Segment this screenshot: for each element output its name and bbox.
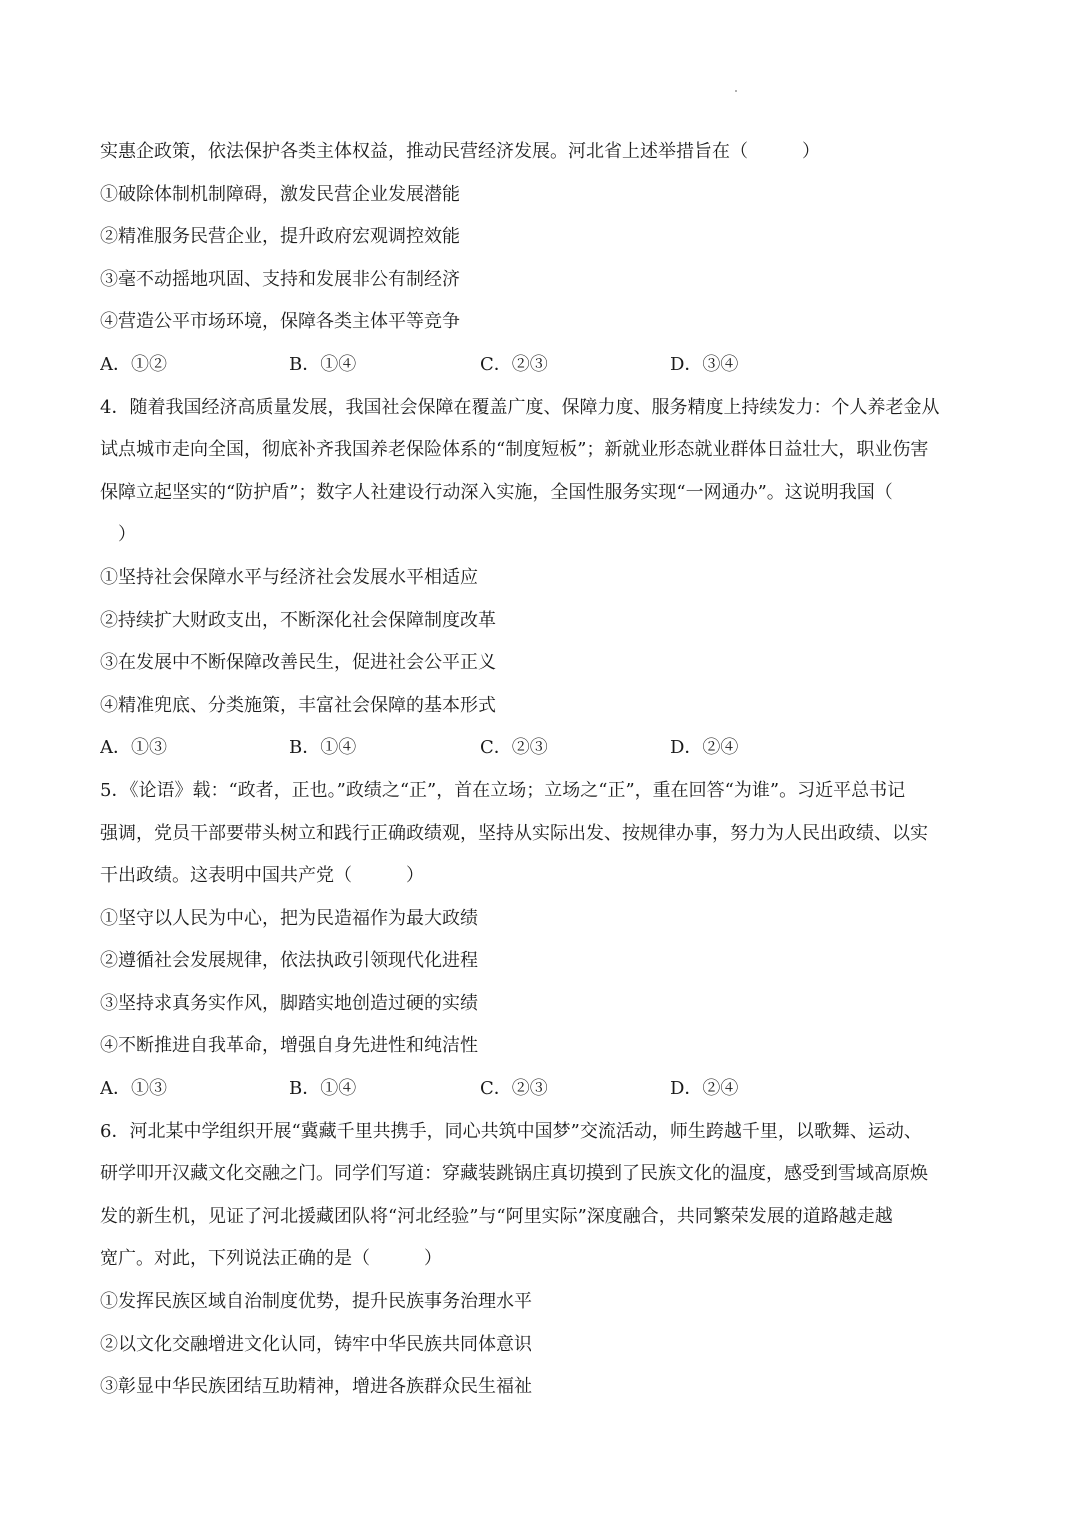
- question-6-item-2: ②以文化交融增进文化认同，铸牢中华民族共同体意识: [100, 1333, 532, 1355]
- question-4-item-2: ②持续扩大财政支出，不断深化社会保障制度改革: [100, 609, 496, 631]
- question-4-stem-line-4: ）: [118, 524, 136, 546]
- question-4-item-4: ④精准兜底、分类施策，丰富社会保障的基本形式: [100, 694, 496, 716]
- question-3-item-3: ③毫不动摇地巩固、支持和发展非公有制经济: [100, 268, 460, 290]
- question-3-stem-tail: 实惠企政策，依法保护各类主体权益，推动民营经济发展。河北省上述举措旨在（ ）: [100, 141, 820, 162]
- question-5-item-3: ③坚持求真务实作风，脚踏实地创造过硬的实绩: [100, 992, 478, 1014]
- question-5-item-1: ①坚守以人民为中心，把为民造福作为最大政绩: [100, 907, 478, 929]
- question-6-stem-line-2: 研学叩开汉藏文化交融之门。同学们写道：穿藏装跳锅庄真切摸到了民族文化的温度，感受到雪域高原焕: [100, 1163, 928, 1185]
- question-3-option-d: D．③④: [670, 353, 739, 375]
- question-5-stem-line-1: 5．《论语》载：“政者，正也。”政绩之“正”，首在立场；立场之“正”，重在回答“为谁”。习近平总书记: [100, 779, 906, 801]
- question-3: [100, 131, 984, 387]
- question-4-stem-line-3: 保障立起坚实的“防护盾”；数字人社建设行动深入实施，全国性服务实现“一网通办”。这说明我国（: [100, 481, 893, 503]
- question-4: [100, 387, 984, 770]
- question-3-item-2: ②精准服务民营企业，提升政府宏观调控效能: [100, 226, 460, 248]
- question-5-option-d: D．②④: [670, 1078, 739, 1100]
- question-3-option-a: A．①②: [100, 353, 167, 375]
- question-3-options: [100, 344, 984, 387]
- question-3-option-c: C．②③: [480, 353, 548, 375]
- question-5: [100, 770, 984, 1111]
- question-4-option-c: C．②③: [480, 737, 548, 759]
- question-5-item-4: ④不断推进自我革命，增强自身先进性和纯洁性: [100, 1035, 478, 1057]
- question-content: [100, 131, 984, 1409]
- question-4-option-d: D．②④: [670, 737, 739, 759]
- question-4-stem-line-2: 试点城市走向全国，彻底补齐我国养老保险体系的“制度短板”；新就业形态就业群体日益壮大，职业伤害: [100, 439, 929, 461]
- question-5-options: [100, 1068, 984, 1111]
- question-4-stem-line-1: 4．随着我国经济高质量发展，我国社会保障在覆盖广度、保障力度、服务精度上持续发力：个人养老金从: [100, 396, 940, 418]
- question-3-item-1: ①破除体制机制障碍，激发民营企业发展潜能: [100, 183, 460, 205]
- question-4-item-3: ③在发展中不断保障改善民生，促进社会公平正义: [100, 652, 496, 674]
- question-4-option-a: A．①③: [100, 737, 167, 759]
- question-6-item-1: ①发挥民族区域自治制度优势，提升民族事务治理水平: [100, 1291, 532, 1313]
- question-4-item-1: ①坚持社会保障水平与经济社会发展水平相适应: [100, 566, 478, 588]
- question-5-item-2: ②遵循社会发展规律，依法执政引领现代化进程: [100, 950, 478, 972]
- question-3-item-4: ④营造公平市场环境，保障各类主体平等竞争: [100, 311, 460, 333]
- question-6-stem-line-3: 发的新生机，见证了河北援藏团队将“河北经验”与“阿里实际”深度融合，共同繁荣发展的道路越走越: [100, 1205, 893, 1227]
- question-5-stem-line-2: 强调，党员干部要带头树立和践行正确政绩观，坚持从实际出发、按规律办事，努力为人民出政绩、以实: [100, 822, 928, 844]
- question-3-option-b: B．①④: [289, 353, 357, 375]
- page-mark: [735, 90, 737, 92]
- question-6: [100, 1111, 984, 1409]
- question-4-options: [100, 727, 984, 770]
- question-5-option-c: C．②③: [480, 1078, 548, 1100]
- question-6-stem-line-1: 6．河北某中学组织开展“冀藏千里共携手，同心共筑中国梦”交流活动，师生跨越千里，以歌舞、运动、: [100, 1120, 922, 1142]
- question-6-item-3: ③彰显中华民族团结互助精神，增进各族群众民生福祉: [100, 1376, 532, 1398]
- question-5-option-b: B．①④: [289, 1078, 357, 1100]
- question-4-option-b: B．①④: [289, 737, 357, 759]
- question-6-stem-line-4: 宽广。对此，下列说法正确的是（ ）: [100, 1248, 442, 1270]
- question-5-option-a: A．①③: [100, 1078, 167, 1100]
- question-5-stem-line-3: 干出政绩。这表明中国共产党（ ）: [100, 865, 424, 887]
